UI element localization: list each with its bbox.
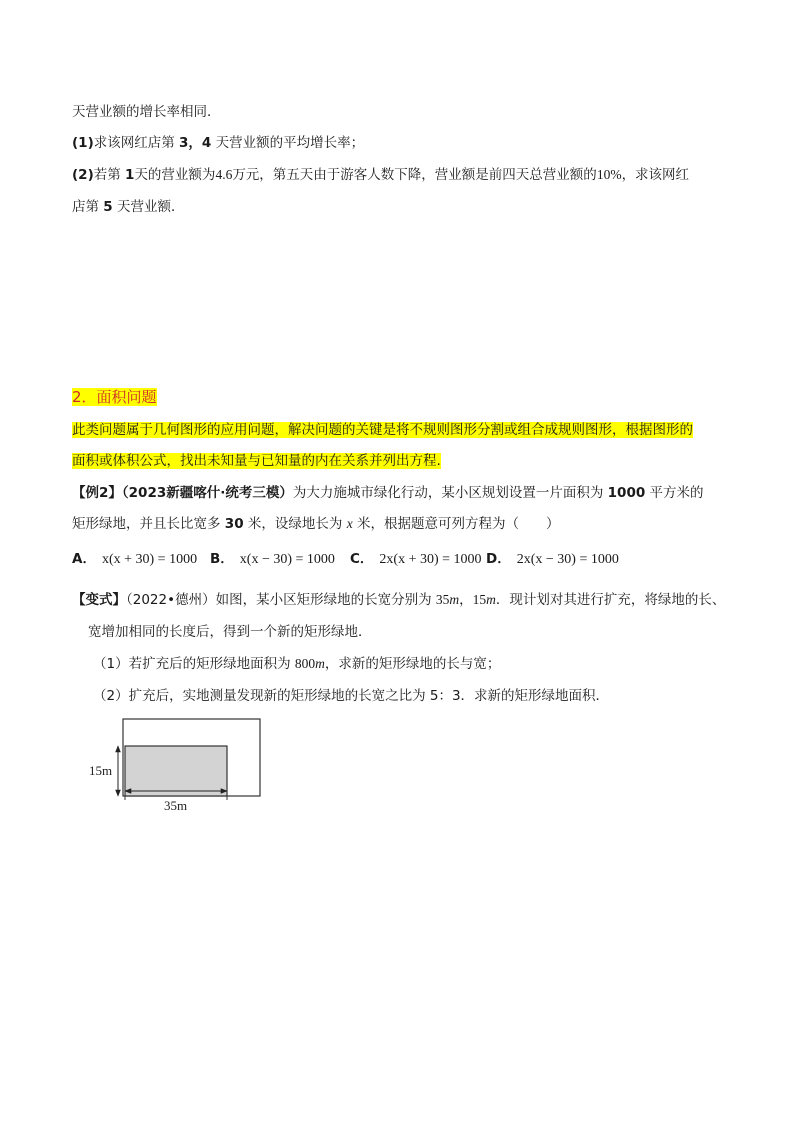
problem1-question2-cont: 店第 5 天营业额． [72, 199, 185, 215]
variant-line1: 【变式】（2022•德州）如图，某小区矩形绿地的长宽分别为 35m，15m．现计划对其进行扩充，将绿地的长、 [72, 592, 726, 608]
length-label: 35m [164, 798, 188, 813]
section-description-line2: 面积或体积公式，找出未知量与已知量的内在关系并列出方程. [72, 453, 441, 469]
variant-line2: 宽增加相同的长度后，得到一个新的矩形绿地． [88, 624, 372, 640]
problem1-question1: (1)求该网红店第 3，4 天营业额的平均增长率； [72, 135, 365, 151]
option-a: A． x(x + 30) = 1000 [72, 551, 198, 567]
rectangle-figure [80, 712, 280, 822]
variant-question1: （1）若扩充后的矩形绿地面积为 800m，求新的矩形绿地的长与宽； [93, 656, 501, 672]
problem1-question2: (2)若第 1天的营业额为4.6万元，第五天由于游客人数下降，营业额是前四天总营业额的10%，求该网红 [72, 167, 690, 183]
width-label: 15m [89, 763, 113, 778]
variant-question2: （2）扩充后，实地测量发现新的矩形绿地的长宽之比为 5：3．求新的矩形绿地面积． [93, 688, 610, 704]
section-description-line1: 此类问题属于几何图形的应用问题，解决问题的关键是将不规则图形分割或组合成规则图形，根据图形的 [72, 422, 693, 438]
example2-options [72, 549, 712, 571]
section-heading: 2．面积问题 [72, 388, 157, 406]
original-green-area [125, 746, 227, 796]
option-b: B． x(x − 30) = 1000 [210, 551, 335, 567]
option-d: D． 2x(x − 30) = 1000 [486, 551, 619, 567]
option-c: C． 2x(x + 30) = 1000 [350, 551, 482, 567]
problem1-line1: 天营业额的增长率相同． [72, 104, 221, 120]
example2-line2: 矩形绿地，并且长比宽多 30 米，设绿地长为 x 米，根据题意可列方程为（ ） [72, 516, 560, 532]
example2-line1: 【例2】（2023新疆喀什·统考三模）为大力施城市绿化行动，某小区规划设置一片面积为 1000 平方米的 [72, 485, 704, 501]
